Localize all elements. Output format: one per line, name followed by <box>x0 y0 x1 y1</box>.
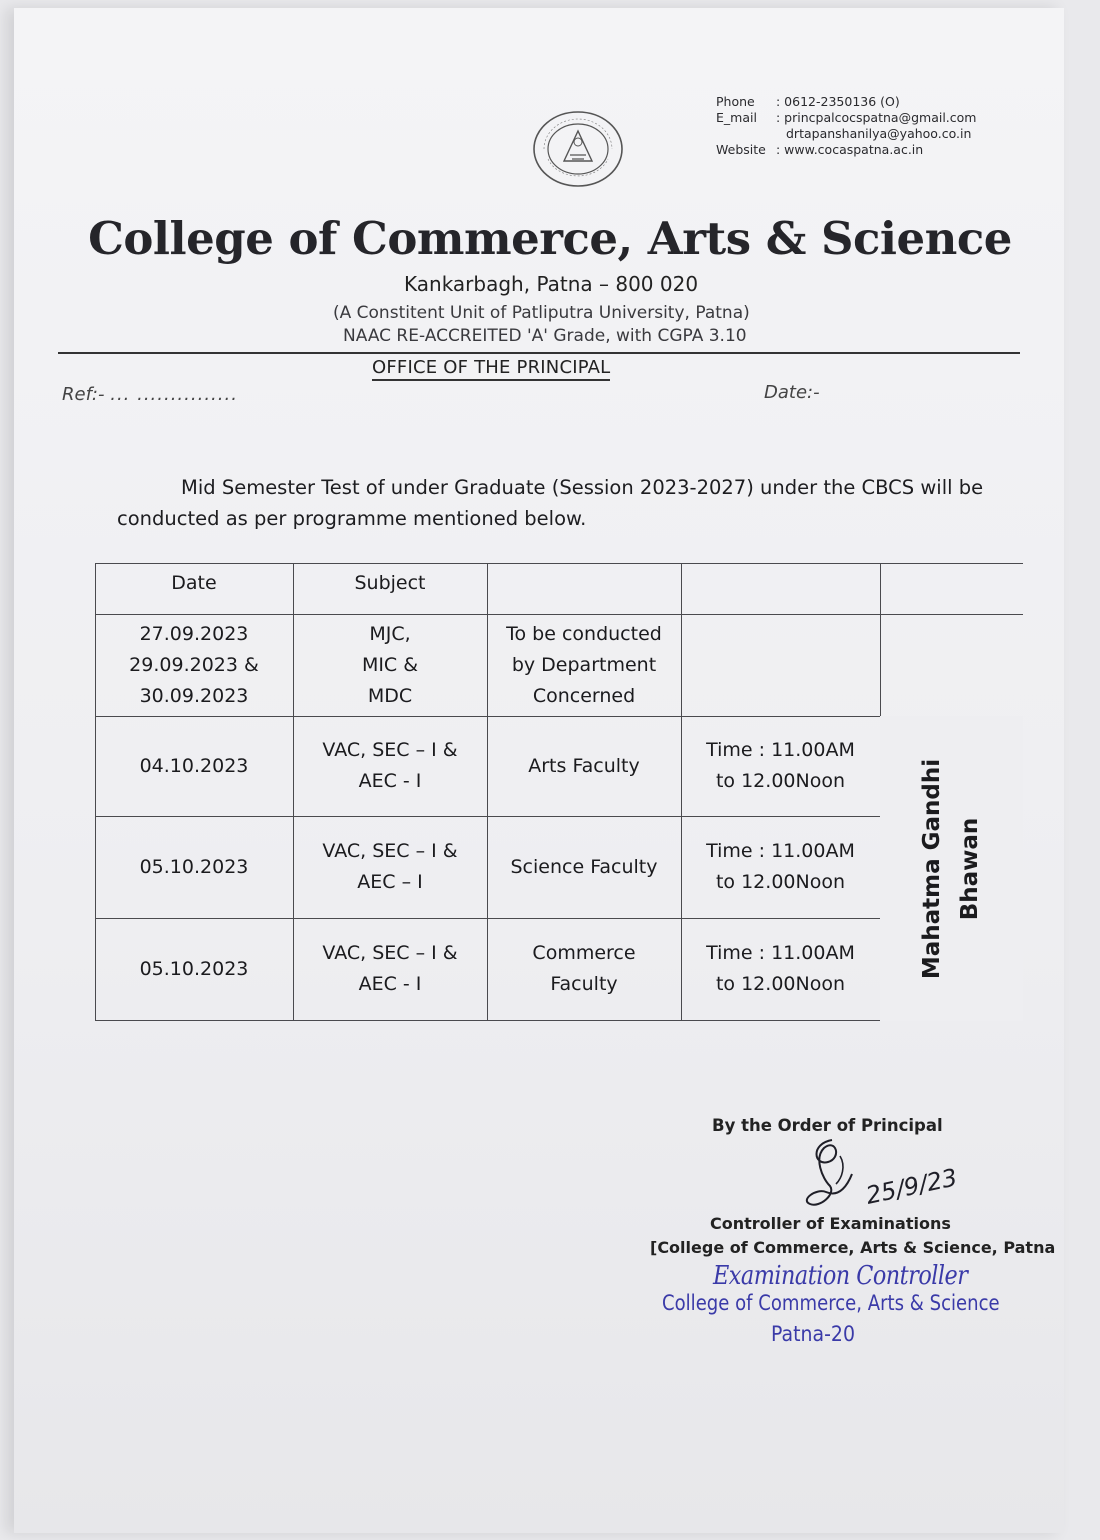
table-row-1-subject: MJC, MIC & MDC <box>361 622 419 707</box>
table-row-2-time: Time : 11.00AM to 12.00Noon <box>706 739 855 792</box>
header-date: Date <box>171 571 217 594</box>
table-row-3-time: Time : 11.00AM to 12.00Noon <box>706 840 855 893</box>
ref-dots: ... ............... <box>110 384 238 405</box>
email-label: E_mail <box>716 110 757 125</box>
table-row-4-time: Time : 11.00AM to 12.00Noon <box>706 942 855 995</box>
date-label: Date:- <box>764 382 820 403</box>
phone-value: : 0612-2350136 (O) <box>776 94 900 109</box>
table-row-3-subject: VAC, SEC – I & AEC – I <box>322 840 458 893</box>
email-value-2: drtapanshanilya@yahoo.co.in <box>786 126 972 141</box>
phone-label: Phone <box>716 94 755 109</box>
notice-text: Mid Semester Test of under Graduate (Session 2023-2027) under the CBCS will be conducted as per programme mentioned below. <box>117 476 984 530</box>
college-line: [College of Commerce, Arts & Science, Patna <box>650 1238 1056 1257</box>
handwritten-signature <box>770 1126 960 1226</box>
table-row-1-faculty: To be conducted by Department Concerned <box>506 622 662 707</box>
email-value-1: : princpalcocspatna@gmail.com <box>776 110 977 125</box>
table-row-1-date: 27.09.2023 29.09.2023 & 30.09.2023 <box>129 622 259 707</box>
ref-line <box>62 384 238 405</box>
college-title: College of Commerce, Arts & Science <box>88 212 1012 265</box>
ref-label: Ref:- <box>62 384 105 405</box>
table-row-4-date: 05.10.2023 <box>139 957 249 980</box>
table-row-4-subject: VAC, SEC – I & AEC - I <box>322 942 458 995</box>
signature-date: 25/9/23 <box>863 1163 960 1210</box>
document-page <box>14 8 1064 1533</box>
controller-line: Controller of Examinations <box>710 1214 951 1233</box>
table-row-4-faculty: Commerce Faculty <box>532 942 636 995</box>
website-label: Website <box>716 142 766 157</box>
naac-grade: NAAC RE-ACCREITED 'A' Grade, with CGPA 3.10 <box>343 326 747 346</box>
header-subject: Subject <box>354 571 426 594</box>
exam-schedule-table <box>95 563 1023 1021</box>
header-divider <box>58 352 1020 354</box>
stamp-college: College of Commerce, Arts & Science <box>662 1291 1000 1315</box>
university-affiliation: (A Constitent Unit of Patliputra University, Patna) <box>333 303 750 323</box>
college-address: Kankarbagh, Patna – 800 020 <box>404 272 699 296</box>
header-blank-faculty <box>487 563 681 603</box>
table-row-2-date: 04.10.2023 <box>139 754 249 777</box>
table-row-3-date: 05.10.2023 <box>139 855 249 878</box>
notice-paragraph <box>117 472 1022 534</box>
header-blank-time <box>681 563 880 603</box>
stamp-title: Examination Controller <box>713 1261 968 1291</box>
table-row-2-subject: VAC, SEC – I & AEC - I <box>322 739 458 792</box>
table-row-2-faculty: Arts Faculty <box>528 754 640 777</box>
table-row-3-faculty: Science Faculty <box>510 855 658 878</box>
office-heading: OFFICE OF THE PRINCIPAL <box>372 357 610 381</box>
venue-cell <box>880 716 1023 1021</box>
contact-block <box>716 94 976 158</box>
college-seal-logo <box>530 109 626 189</box>
website-value: : www.cocaspatna.ac.in <box>776 142 924 157</box>
header-blank-venue <box>880 563 1023 603</box>
stamp-city: Patna-20 <box>771 1322 855 1346</box>
venue-label: Mahatma Gandhi Bhawan <box>919 758 984 979</box>
order-line: By the Order of Principal <box>712 1116 943 1135</box>
